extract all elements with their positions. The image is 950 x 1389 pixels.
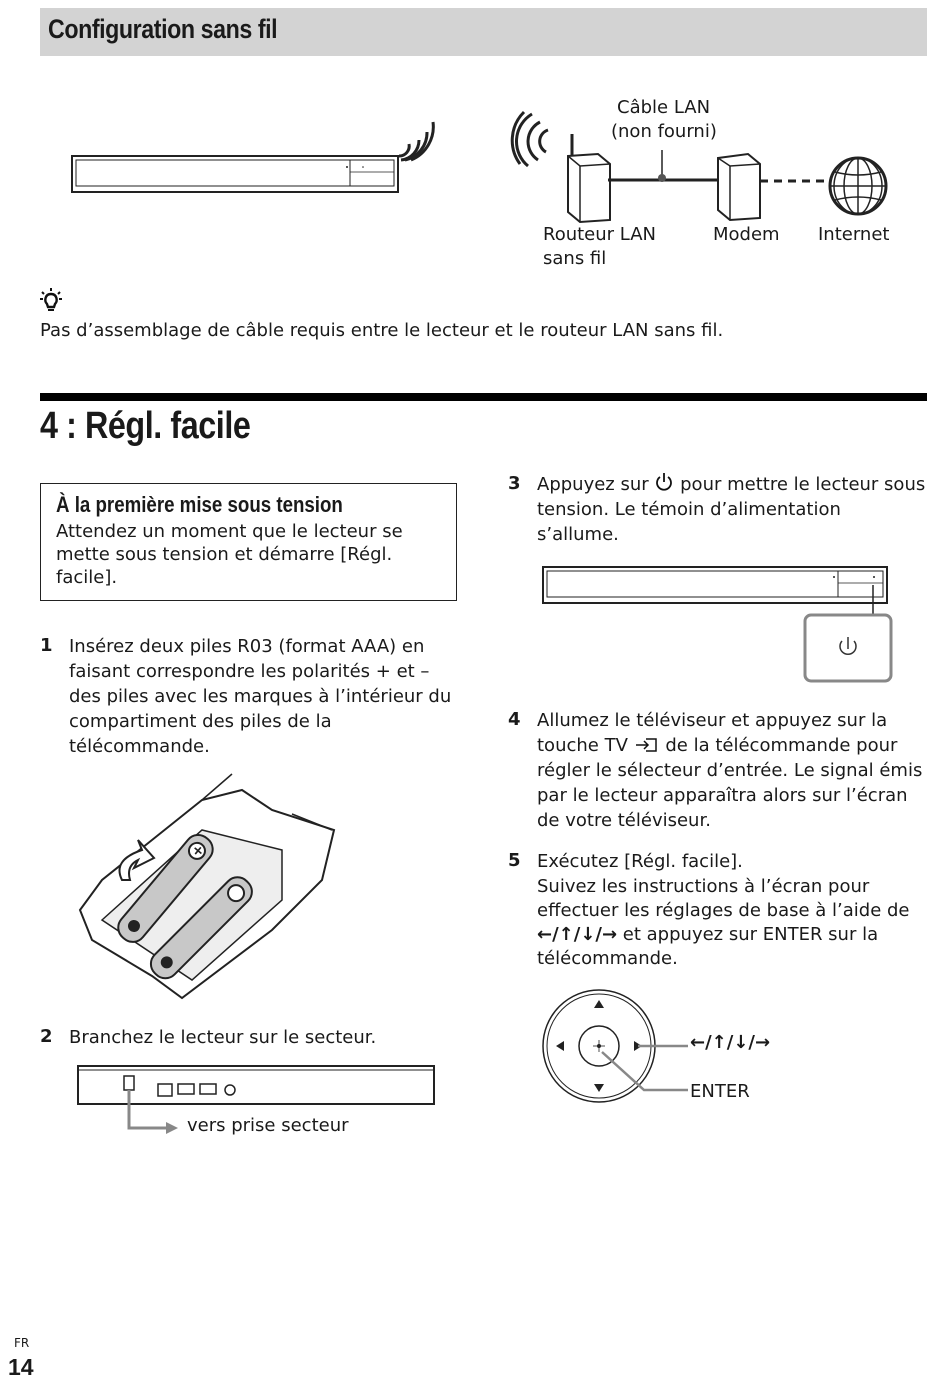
svg-text:+: + [188, 841, 209, 861]
router-label-line1: Routeur LAN [543, 224, 657, 245]
step1-line: Insérez deux piles R03 (format AAA) en [69, 636, 425, 657]
router-label-line2: sans fil [543, 248, 607, 269]
step3-line1-a: Appuyez sur [537, 474, 649, 495]
router-wifi-signal-icon [514, 110, 554, 166]
remote-battery-illustration [72, 770, 342, 1002]
step5-line5: télécommande. [537, 948, 678, 969]
step5-line1: Exécutez [Régl. facile]. [537, 851, 743, 872]
input-select-icon [634, 736, 660, 754]
step1-line: compartiment des piles de la [69, 711, 332, 732]
dpad-callouts [596, 1040, 692, 1096]
page-heading: 4 : Régl. facile [40, 405, 251, 447]
internet-label: Internet [818, 224, 890, 245]
modem-illustration [712, 150, 764, 224]
enter-label: ENTER [690, 1081, 750, 1102]
internet-connection-line [760, 176, 830, 186]
step3-line3: s’allume. [537, 524, 619, 545]
step4-line2-a: touche TV [537, 735, 628, 756]
power-icon [654, 472, 674, 492]
outlet-label: vers prise secteur [187, 1115, 349, 1136]
step4-line2-b: de la télécommande pour [665, 735, 898, 756]
wifi-signal-icon [395, 114, 437, 162]
step5-line4-b: et appuyez sur ENTER sur la [622, 924, 879, 945]
step1-line: des piles avec les marques à l’intérieur du [69, 686, 452, 707]
player-power-illustration [540, 563, 896, 687]
globe-icon [826, 154, 890, 218]
first-power-line: mette sous tension et démarre [Régl. [56, 544, 393, 565]
step5-line2: Suivez les instructions à l’écran pour [537, 876, 870, 897]
footer-language: FR [14, 1336, 30, 1350]
lightbulb-icon [40, 288, 62, 314]
first-power-title: À la première mise sous tension [56, 492, 343, 517]
step5-line3: effectuer les réglages de base à l’aide de [537, 900, 910, 921]
step2-text: Branchez le lecteur sur le secteur. [69, 1027, 377, 1048]
step1-number: 1 [40, 635, 53, 656]
section-title: Configuration sans fil [48, 14, 278, 44]
lan-cable-line [608, 150, 720, 190]
step1-line: télécommande. [69, 736, 210, 757]
step4-line5: de votre téléviseur. [537, 810, 711, 831]
step3-number: 3 [508, 473, 521, 494]
first-power-line: facile]. [56, 567, 118, 588]
step5-number: 5 [508, 850, 521, 871]
step5-line4 [537, 922, 878, 947]
step3-line2: tension. Le témoin d’alimentation [537, 499, 841, 520]
modem-label: Modem [713, 224, 780, 245]
first-power-line: Attendez un moment que le lecteur se [56, 521, 403, 542]
step5-arrows: ←/↑/↓/→ [537, 924, 618, 945]
step4-line4: par le lecteur apparaîtra alors sur l’écran [537, 785, 908, 806]
step2-number: 2 [40, 1026, 53, 1047]
step4-line3: régler le sélecteur d’entrée. Le signal émis [537, 760, 923, 781]
page-number: 14 [8, 1354, 34, 1380]
lan-cable-note: (non fourni) [611, 121, 717, 142]
tip-text: Pas d’assemblage de câble requis entre le lecteur et le routeur LAN sans fil. [40, 320, 724, 341]
step3-line1-b: pour mettre le lecteur sous [680, 474, 926, 495]
step1-text [69, 634, 469, 759]
section-rule [40, 393, 927, 401]
lan-cable-label: Câble LAN [617, 97, 711, 118]
first-power-body [56, 520, 446, 589]
step4-line2 [537, 733, 897, 758]
step4-line1: Allumez le téléviseur et appuyez sur la [537, 710, 888, 731]
step4-number: 4 [508, 709, 521, 730]
step1-line: faisant correspondre les polarités + et – [69, 661, 430, 682]
dpad-arrows-label: ←/↑/↓/→ [690, 1032, 771, 1053]
player-illustration [70, 150, 405, 196]
step3-line1 [537, 472, 925, 497]
